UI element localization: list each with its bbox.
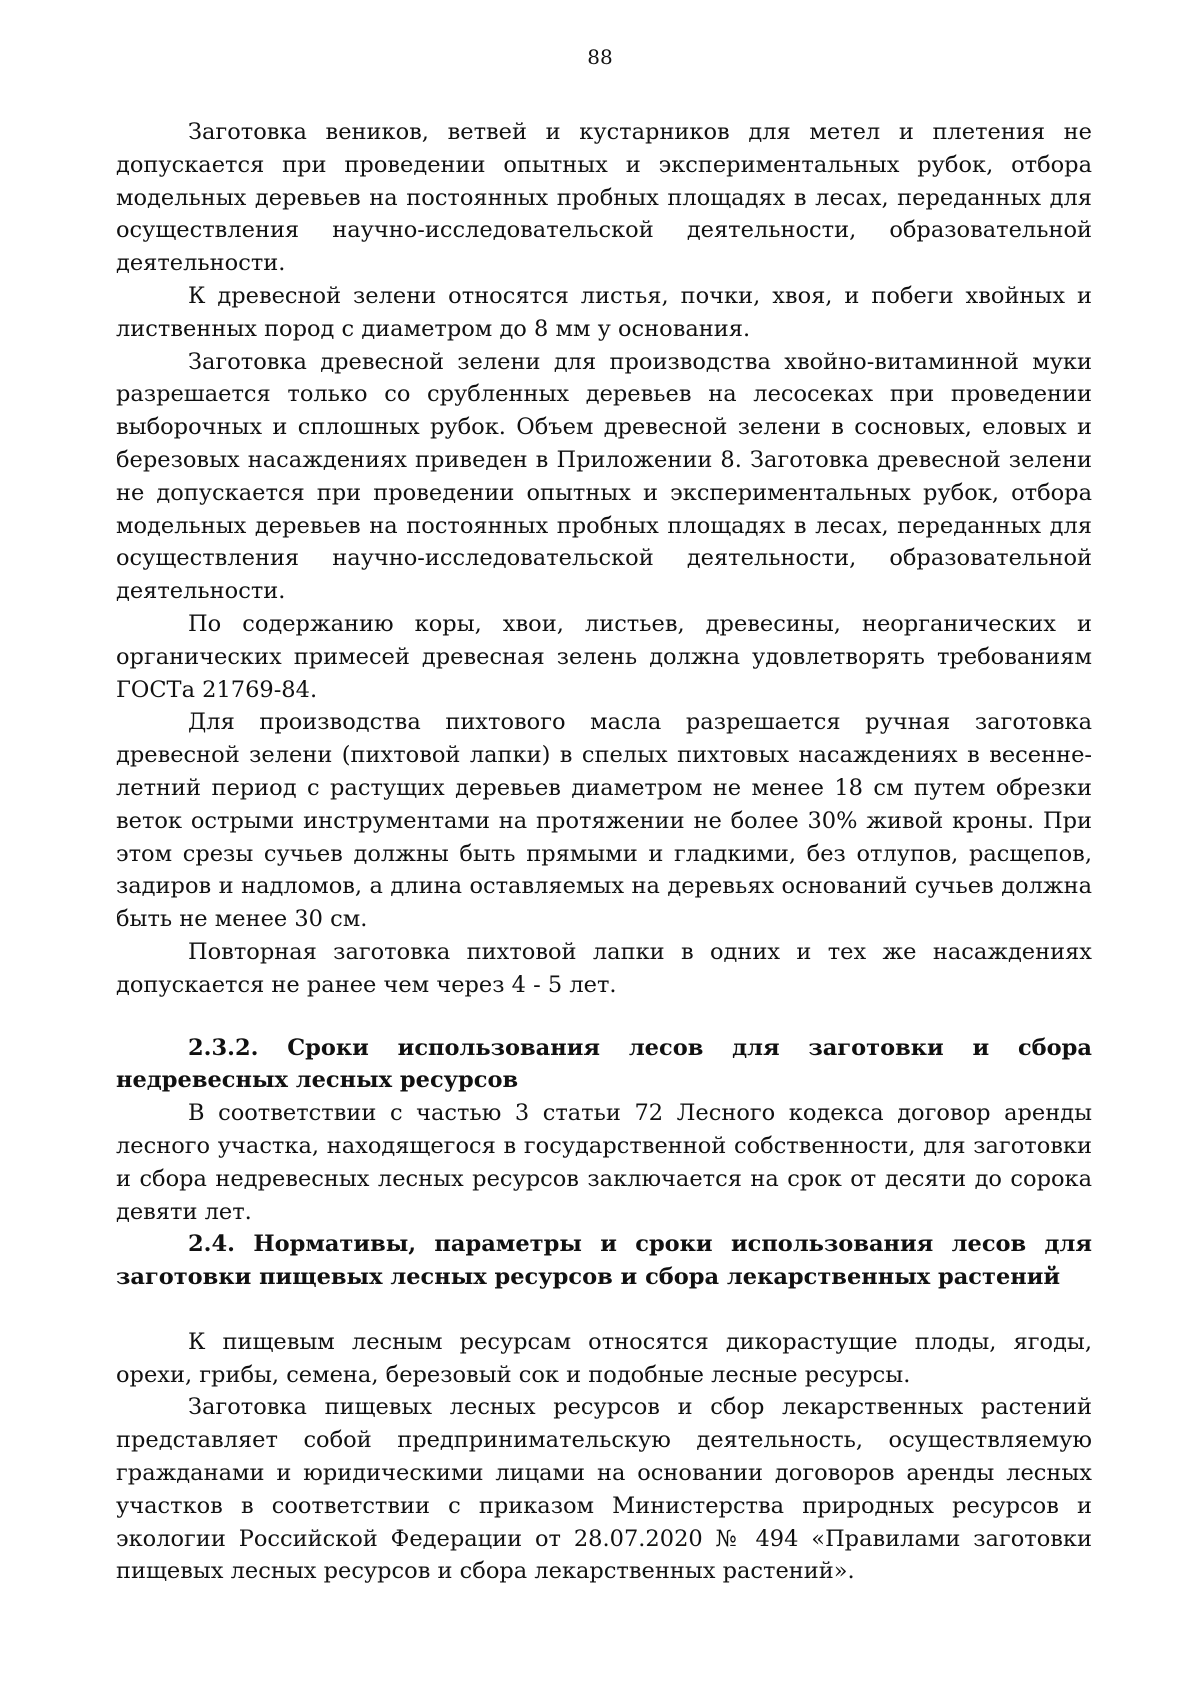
paragraph: Заготовка пищевых лесных ресурсов и сбор лекарственных растений представляет собой предпринимательскую деятельность, осуществляемую гражданами и юридическими лицами на основании договоров аренды лесных участков в соответствии с приказом Министерства природных ресурсов и экологии Российской Федерации от 28.07.2020 № 494 «Правилами заготовки пищевых лесных ресурсов и сбора лекарственных растений». — [116, 1394, 1092, 1585]
paragraph: К древесной зелени относятся листья, почки, хвоя, и побеги хвойных и лиственных пород с диаметром до 8 мм у основания. — [116, 282, 1092, 342]
section-heading-2-3-2: 2.3.2. Сроки использования лесов для заготовки и сбора недревесных лесных ресурсов — [116, 1034, 1092, 1094]
paragraph: Повторная заготовка пихтовой лапки в одних и тех же насаждениях допускается не ранее чем через 4 - 5 лет. — [116, 938, 1092, 998]
page-number: 88 — [587, 45, 613, 69]
paragraph: По содержанию коры, хвои, листьев, древесины, неорганических и органических примесей древесная зелень должна удовлетворять требованиям ГОСТа 21769-84. — [116, 610, 1092, 703]
section-heading-2-4: 2.4. Нормативы, параметры и сроки использования лесов для заготовки пищевых лесных ресурсов и сбора лекарственных растений — [116, 1231, 1092, 1291]
paragraph: Заготовка веников, ветвей и кустарников для метел и плетения не допускается при проведении опытных и экспериментальных рубок, отбора модельных деревьев на постоянных пробных площадях в лесах, переданных для осуществления научно-исследовательской деятельности, образовательной деятельности. — [116, 119, 1092, 277]
paragraph: Заготовка древесной зелени для производства хвойно-витаминной муки разрешается только со срубленных деревьев на лесосеках при проведении выборочных и сплошных рубок. Объем древесной зелени в сосновых, еловых и березовых насаждениях приведен в Приложении 8. Заготовка древесной зелени не допускается при проведении опытных и экспериментальных рубок, отбора модельных деревьев на постоянных пробных площадях в лесах, переданных для осуществления научно-исследовательской деятельности, образовательной деятельности. — [116, 348, 1092, 605]
page-content — [116, 116, 1092, 1588]
paragraph: К пищевым лесным ресурсам относятся дикорастущие плоды, ягоды, орехи, грибы, семена, березовый сок и подобные лесные ресурсы. — [116, 1328, 1092, 1388]
paragraph: В соответствии с частью 3 статьи 72 Лесного кодекса договор аренды лесного участка, находящегося в государственной собственности, для заготовки и сбора недревесных лесных ресурсов заключается на срок от десяти до сорока девяти лет. — [116, 1100, 1092, 1225]
paragraph: Для производства пихтового масла разрешается ручная заготовка древесной зелени (пихтовой лапки) в спелых пихтовых насаждениях в весенне-летний период с растущих деревьев диаметром не менее 18 см путем обрезки веток острыми инструментами на протяжении не более 30% живой кроны. При этом срезы сучьев должны быть прямыми и гладкими, без отлупов, расщепов, задиров и надломов, а длина оставляемых на деревьях оснований сучьев должна быть не менее 30 см. — [116, 709, 1092, 933]
